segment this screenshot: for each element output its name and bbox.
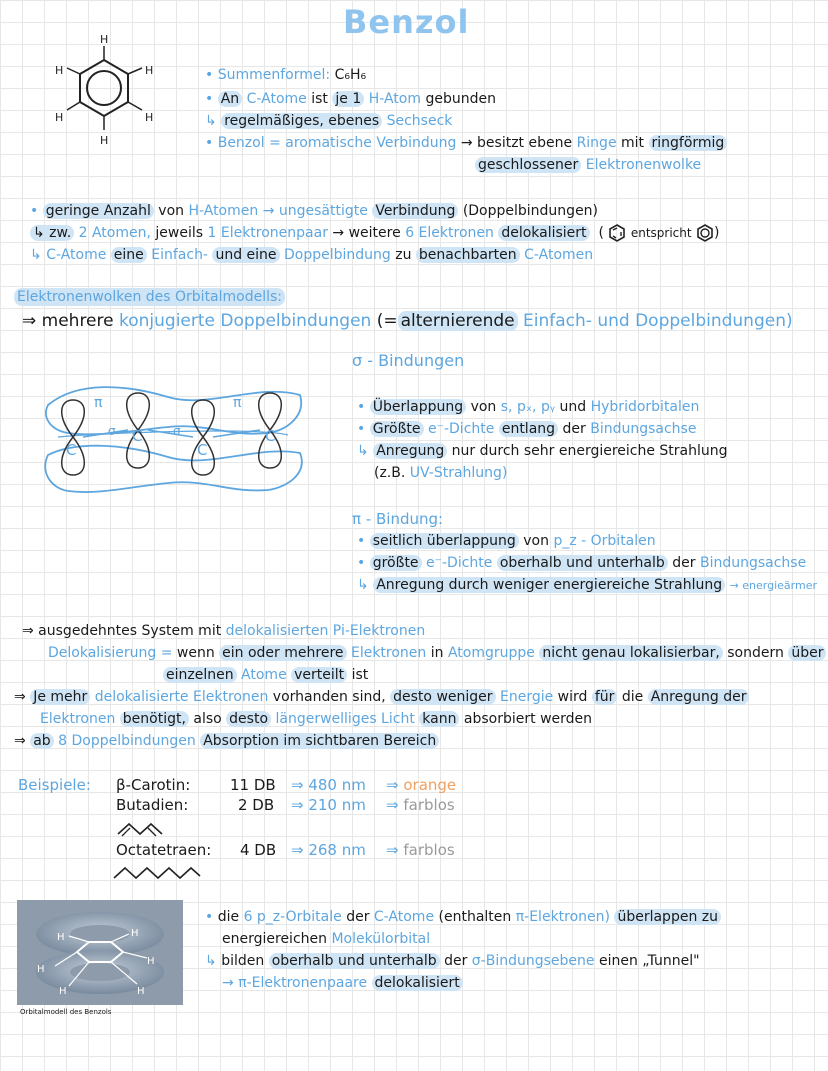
- h-atoms-line: • geringe Anzahl von H-Atomen → ungesättigte Verbindung (Doppelbindungen): [30, 203, 599, 219]
- deloc-definition: Delokalisierung = wenn ein oder mehrere Elektronen in Atomgruppe nicht genau lokalisierbar, sondern über: [48, 644, 826, 662]
- deloc-system: ⇒ ausgedehntes System mit delokalisierten Pi-Elektronen: [22, 623, 426, 639]
- example-name: Butadien:: [116, 796, 189, 814]
- sigma-density: • Größte e⁻-Dichte entlang der Bindungsachse: [357, 421, 697, 437]
- example-db: 4 DB: [240, 841, 277, 859]
- sigma-label: σ: [173, 424, 181, 438]
- example-name: β-Carotin:: [116, 776, 191, 794]
- conjugated-line: ⇒ mehrere konjugierte Doppelbindungen (= alternierende Einfach- und Doppelbindungen): [22, 311, 793, 331]
- bond-line: • An C-Atome ist je 1 H-Atom gebunden: [205, 91, 496, 107]
- h-label: H: [59, 986, 67, 997]
- deloc-visible: ⇒ ab 8 Doppelbindungen Absorption im sichtbaren Bereich: [14, 732, 439, 750]
- tunnel-line: ↳ bilden oberhalb und unterhalb der σ-Bindungsebene einen „Tunnel": [205, 953, 700, 969]
- sigma-excitation: ↳ Anregung nur durch sehr energiereiche Strahlung: [357, 443, 728, 459]
- example-wavelength: ⇒ 480 nm: [291, 776, 366, 794]
- benzene-orbital-model-image: [17, 900, 183, 1005]
- pi-excitation: ↳ Anregung durch weniger energiereiche Strahlung → energieärmer: [357, 577, 818, 593]
- formula-line: • Summenformel: C₆H₆: [205, 67, 367, 83]
- orbital-diagram: [38, 375, 308, 500]
- carbon-label: C: [132, 427, 143, 445]
- pi-label: π: [94, 395, 103, 411]
- sigma-overlap: • Überlappung von s, pₓ, pᵧ und Hybridorbitalen: [357, 399, 700, 415]
- h-label: H: [147, 956, 155, 967]
- kekule-icon: [608, 224, 626, 242]
- butadiene-skeleton: [116, 818, 166, 838]
- aromatic-ring-icon: [696, 224, 714, 242]
- h-label: H: [145, 111, 154, 124]
- orbital-heading: Elektronenwolken des Orbitalmodells:: [14, 288, 285, 306]
- h-label: H: [100, 134, 109, 147]
- h-label: H: [137, 986, 145, 997]
- example-wavelength: ⇒ 210 nm: [291, 796, 366, 814]
- h-label: H: [55, 64, 64, 77]
- sigma-label: σ: [108, 424, 116, 438]
- deloc-definition-2: einzelnen Atome verteilt ist: [163, 666, 368, 684]
- deloc-energy-2: Elektronen benötigt, also desto längerwelliges Licht kann absorbiert werden: [40, 711, 593, 727]
- example-color: ⇒ orange: [386, 776, 457, 794]
- pi-label: π: [233, 395, 242, 411]
- pairs-line: → π-Elektronenpaare delokalisiert: [222, 974, 463, 992]
- h-label: H: [37, 964, 45, 975]
- aromatic-line-2: geschlossener Elektronenwolke: [475, 156, 701, 174]
- electron-pair-line: ↳ zw. 2 Atomen, jeweils 1 Elektronenpaar → weitere 6 Elektronen delokalisiert ( entspricht ): [30, 224, 720, 242]
- pi-heading: π - Bindung:: [352, 510, 444, 528]
- h-label: H: [100, 33, 109, 46]
- example-color: ⇒ farblos: [386, 796, 455, 814]
- carbon-label: C: [197, 441, 208, 459]
- example-db: 11 DB: [230, 776, 276, 794]
- aromatic-line: • Benzol = aromatische Verbindung → besitzt ebene Ringe mit ringförmig: [205, 134, 727, 152]
- sigma-heading: σ - Bindungen: [352, 351, 465, 370]
- pz-overlap-2: energiereichen Molekülorbital: [222, 931, 431, 947]
- examples-label: Beispiele:: [18, 776, 91, 794]
- pi-density: • größte e⁻-Dichte oberhalb und unterhalb der Bindungsachse: [357, 555, 807, 571]
- page-title: Benzol: [343, 3, 470, 41]
- image-caption: Orbitalmodell des Benzols: [20, 1008, 112, 1016]
- octatetraene-skeleton: [112, 862, 202, 882]
- h-label: H: [57, 932, 65, 943]
- example-db: 2 DB: [238, 796, 275, 814]
- deloc-energy: ⇒ Je mehr delokalisierte Elektronen vorhanden sind, desto weniger Energie wird für die Anregung der: [14, 688, 749, 706]
- bond-type-line: ↳ C-Atome eine Einfach- und eine Doppelbindung zu benachbarten C-Atomen: [30, 247, 594, 263]
- hexagon-line: ↳ regelmäßiges, ebenes Sechseck: [205, 113, 453, 129]
- carbon-label: C: [265, 427, 276, 445]
- carbon-label: C: [66, 441, 77, 459]
- example-color: ⇒ farblos: [386, 841, 455, 859]
- pz-overlap: • die 6 p_z-Orbitale der C-Atome (enthalten π-Elektronen) überlappen zu: [205, 908, 721, 926]
- example-name: Octatetraen:: [116, 841, 212, 859]
- benzene-structure: [50, 30, 170, 150]
- pi-overlap: • seitlich überlappung von p_z - Orbitalen: [357, 533, 656, 549]
- h-label: H: [145, 64, 154, 77]
- h-label: H: [55, 111, 64, 124]
- example-wavelength: ⇒ 268 nm: [291, 841, 366, 859]
- sigma-example: (z.B. UV-Strahlung): [374, 465, 508, 481]
- h-label: H: [131, 928, 139, 939]
